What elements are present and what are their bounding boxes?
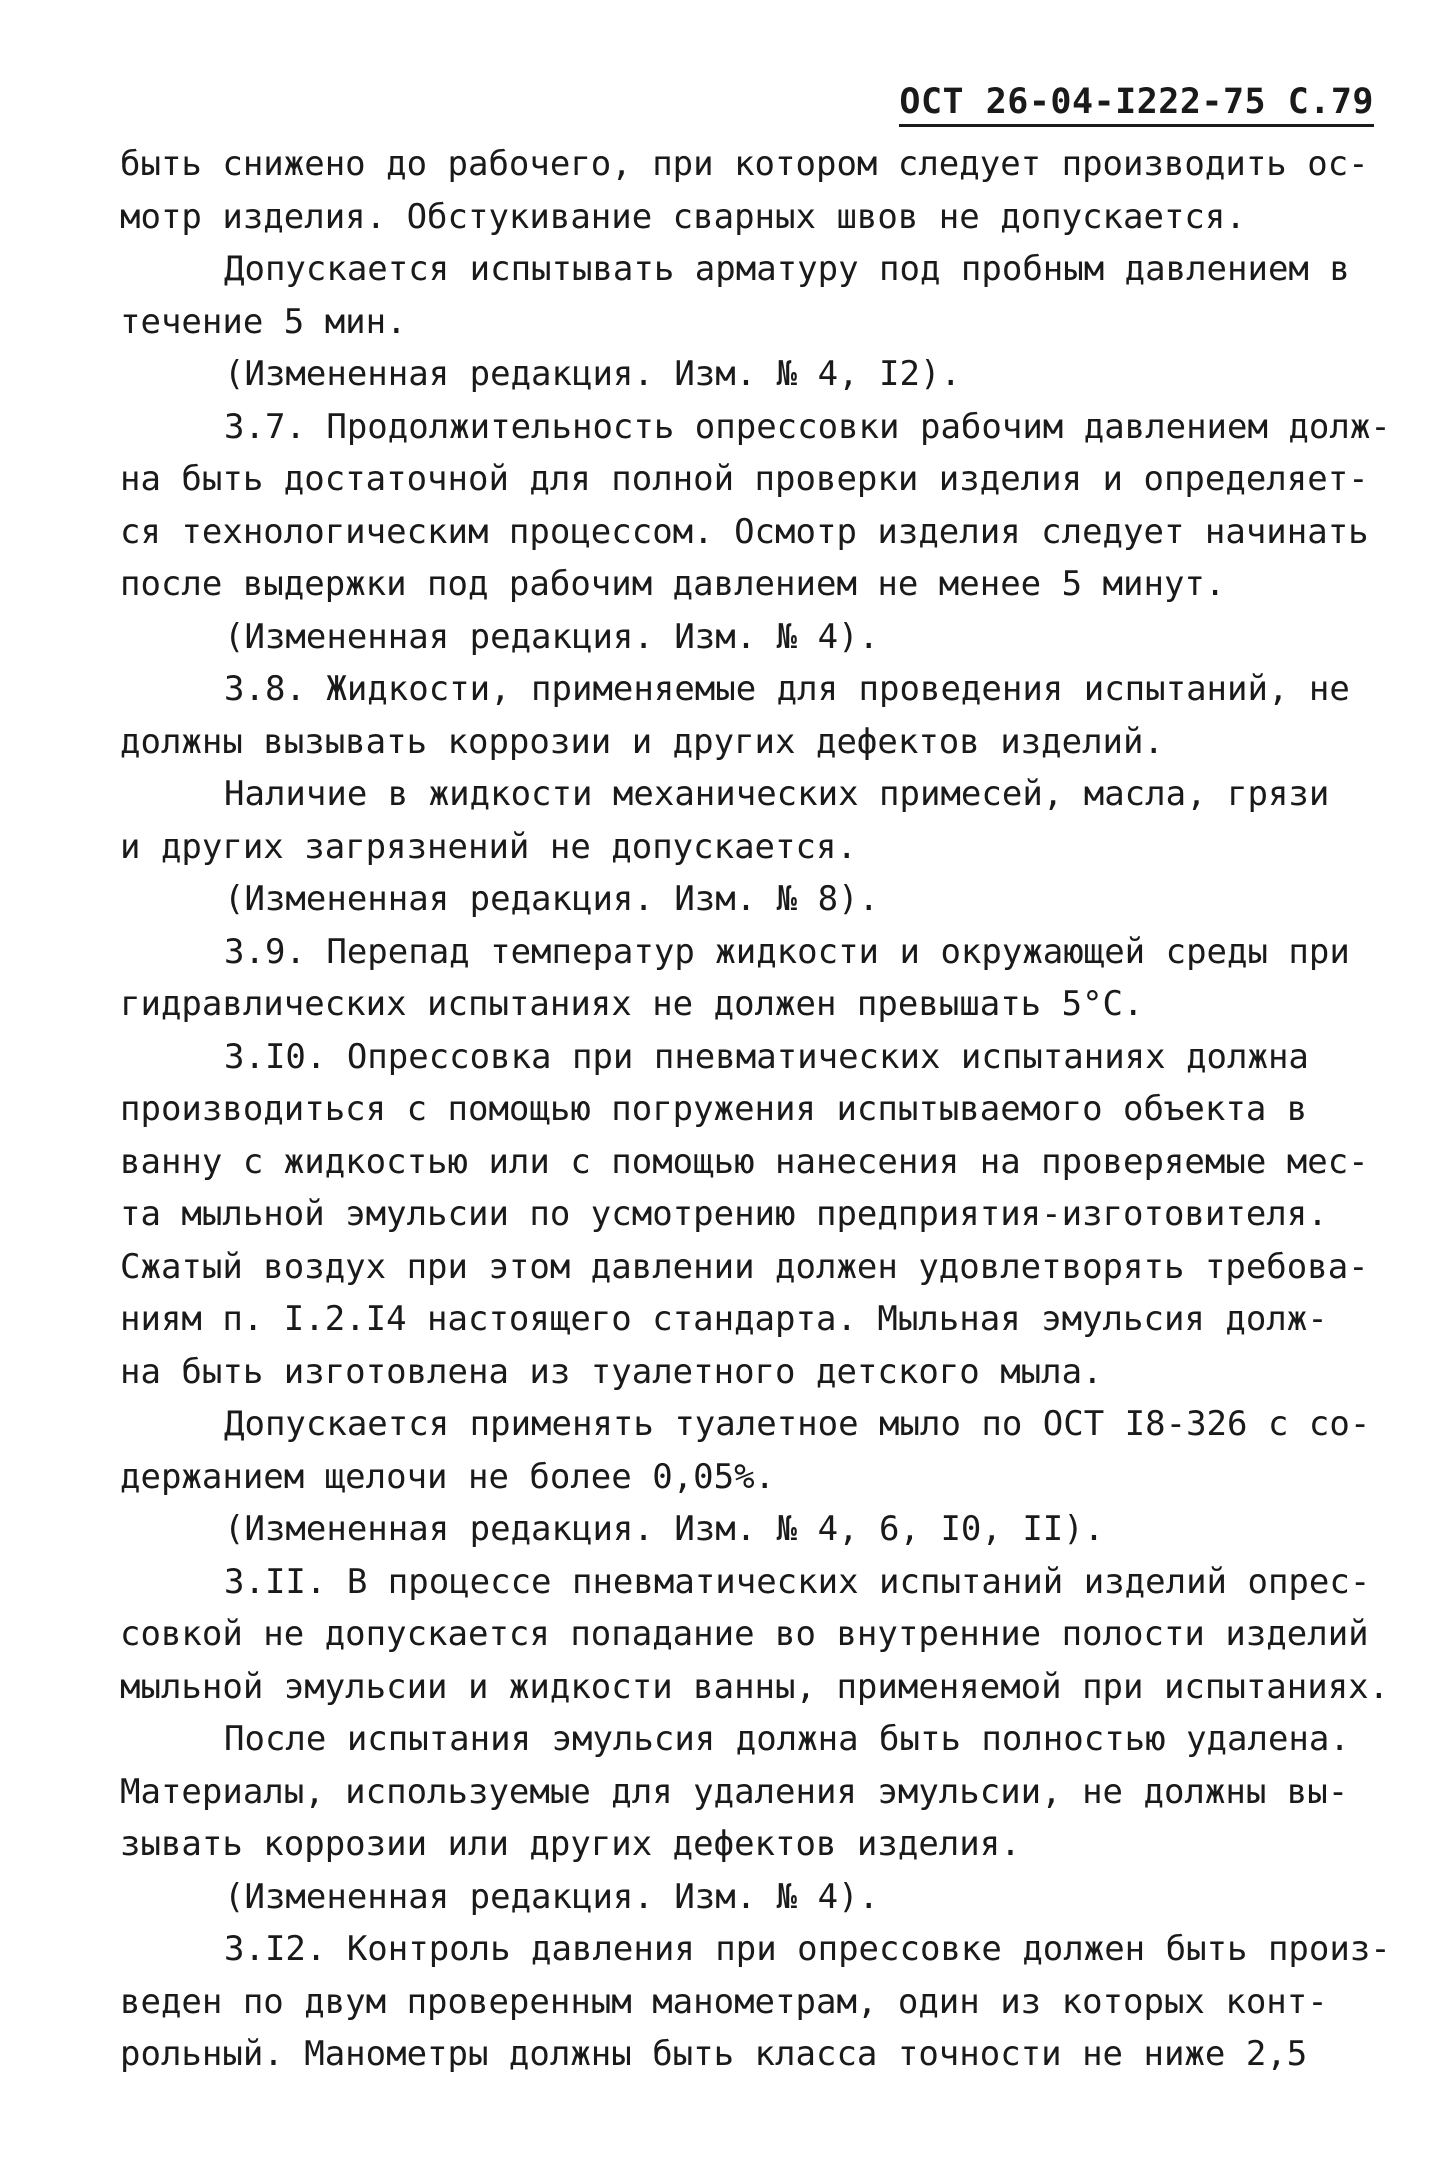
text-line: на быть изготовлена из туалетного детского мыла. [120, 1351, 1103, 1392]
text-line: быть снижено до рабочего, при котором следует производить ос- [120, 144, 1369, 184]
text-line: мыльной эмульсии и жидкости ванны, применяемой при испытаниях. [120, 1666, 1390, 1707]
text-line: (Измененная редакция. Изм. № 4, 6, I0, II). [224, 1509, 1105, 1549]
text-line: 3.9. Перепад температур жидкости и окружающей среды при [224, 931, 1350, 972]
text-line: ся технологическим процессом. Осмотр изделия следует начинать [120, 511, 1369, 552]
text-line: мотр изделия. Обстукивание сварных швов не допускается. [120, 196, 1246, 237]
text-line: после выдержки под рабочим давлением не менее 5 минут. [120, 564, 1226, 604]
text-line: Наличие в жидкости механических примесей, масла, грязи [224, 774, 1330, 814]
text-line: 3.II. В процессе пневматических испытаний изделий опрес- [224, 1561, 1371, 1602]
text-line: совкой не допускается попадание во внутренние полости изделий [120, 1614, 1369, 1654]
text-line: рольный. Манометры должны быть класса точности не ниже 2,5 [120, 2034, 1308, 2074]
text-line: (Измененная редакция. Изм. № 4, I2). [224, 354, 961, 394]
text-line: Допускается применять туалетное мыло по ОСТ I8-326 с со- [224, 1404, 1371, 1444]
document-header: ОСТ 26-04-I222-75 С.79 [899, 82, 1374, 127]
text-line: 3.I2. Контроль давления при опрессовке должен быть произ- [224, 1929, 1391, 1969]
text-line: 3.8. Жидкости, применяемые для проведения испытаний, не [224, 669, 1350, 709]
text-line: (Измененная редакция. Изм. № 4). [224, 616, 880, 657]
text-line: течение 5 мин. [120, 301, 407, 342]
document-body [120, 138, 1410, 2081]
text-line: зывать коррозии или других дефектов изделия. [120, 1824, 1021, 1864]
text-line: та мыльной эмульсии по усмотрению предприятия-изготовителя. [120, 1194, 1328, 1234]
text-line: ниям п. I.2.I4 настоящего стандарта. Мыльная эмульсия долж- [120, 1299, 1328, 1339]
text-line: должны вызывать коррозии и других дефектов изделий. [120, 721, 1164, 762]
text-line: веден по двум проверенным манометрам, один из которых конт- [120, 1981, 1328, 2022]
text-line: и других загрязнений не допускается. [120, 826, 857, 867]
text-line: Материалы, используемые для удаления эмульсии, не должны вы- [120, 1771, 1349, 1812]
text-line: 3.I0. Опрессовка при пневматических испытаниях должна [224, 1036, 1309, 1077]
text-line: гидравлических испытаниях не должен превышать 5°С. [120, 984, 1144, 1024]
text-line: (Измененная редакция. Изм. № 8). [224, 879, 880, 919]
text-line: (Измененная редакция. Изм. № 4). [224, 1876, 880, 1917]
text-line: После испытания эмульсия должна быть полностью удалена. [224, 1719, 1350, 1759]
text-line: производиться с помощью погружения испытываемого объекта в [120, 1089, 1308, 1129]
text-line: ванну с жидкостью или с помощью нанесения на проверяемые мес- [120, 1141, 1369, 1182]
text-line: на быть достаточной для полной проверки изделия и определяет- [120, 459, 1369, 499]
text-line: держанием щелочи не более 0,05%. [120, 1456, 776, 1497]
text-line: Сжатый воздух при этом давлении должен удовлетворять требова- [120, 1246, 1369, 1287]
text-line: Допускается испытывать арматуру под пробным давлением в [224, 249, 1350, 289]
text-line: 3.7. Продолжительность опрессовки рабочим давлением долж- [224, 406, 1391, 447]
